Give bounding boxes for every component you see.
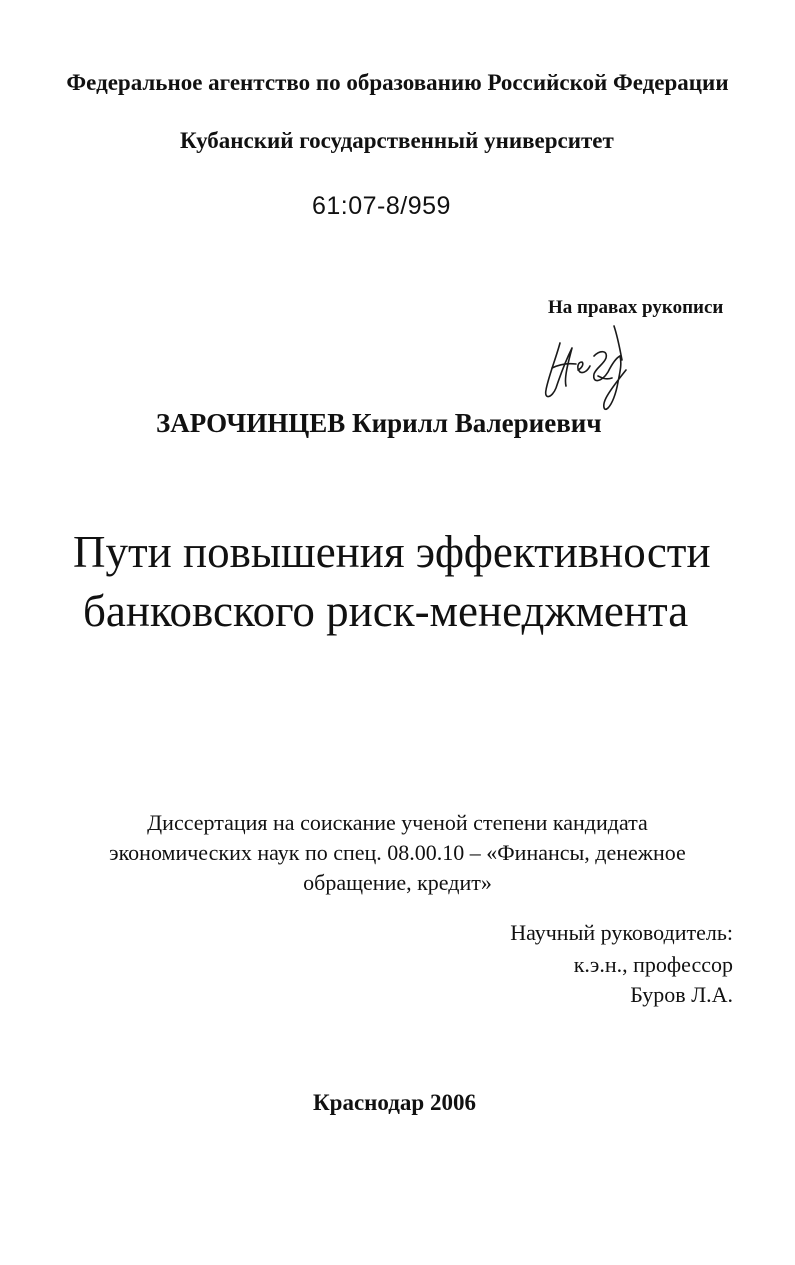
city-year: Краснодар 2006 bbox=[313, 1090, 476, 1115]
supervisor-label: Научный руководитель: bbox=[510, 920, 733, 945]
thesis-title-line-1: Пути повышения эффективности bbox=[73, 527, 711, 577]
agency-name: Федеральное агентство по образованию Российской Федерации bbox=[66, 70, 729, 95]
dissertation-line-2: экономических наук по спец. 08.00.10 – «Финансы, денежное bbox=[109, 840, 686, 865]
handwritten-signature bbox=[538, 308, 648, 418]
thesis-title-line-2: банковского риск-менеджмента bbox=[83, 586, 689, 636]
supervisor-name: Буров Л.А. bbox=[630, 982, 733, 1007]
dissertation-line-1: Диссертация на соискание ученой степени кандидата bbox=[147, 810, 648, 835]
university-name: Кубанский государственный университет bbox=[180, 128, 614, 153]
dissertation-line-3: обращение, кредит» bbox=[303, 870, 492, 895]
author-name: ЗАРОЧИНЦЕВ Кирилл Валериевич bbox=[156, 408, 602, 438]
registry-code: 61:07-8/959 bbox=[312, 192, 451, 220]
supervisor-degree: к.э.н., профессор bbox=[573, 952, 733, 977]
manuscript-note: На правах рукописи bbox=[548, 297, 724, 318]
